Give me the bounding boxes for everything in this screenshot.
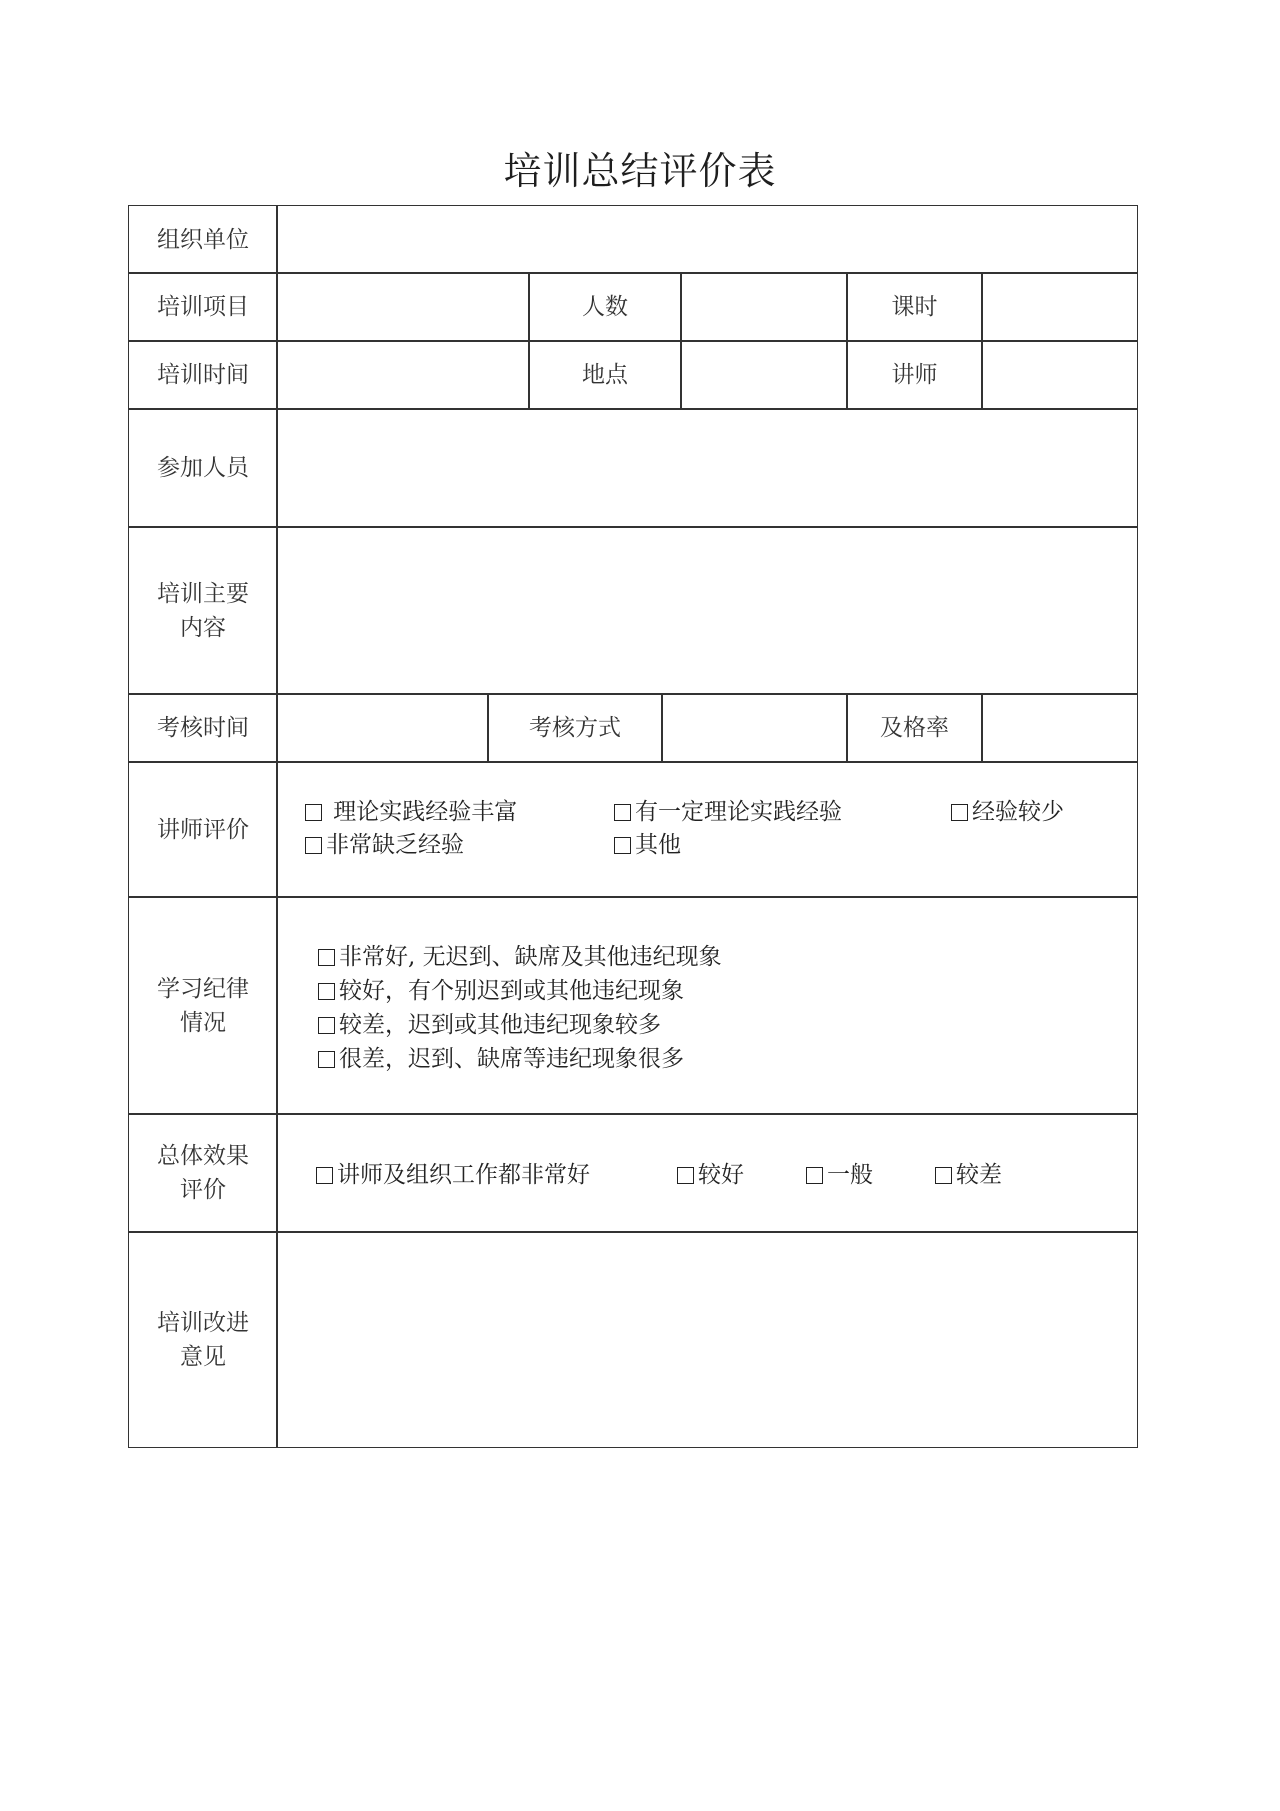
label-text-line1: 学习纪律: [157, 975, 249, 1002]
exam-method-field[interactable]: [661, 693, 848, 763]
option-label: 较差: [956, 1162, 1002, 1188]
option-label: 有一定理论实践经验: [635, 799, 842, 825]
label-text: 地点: [582, 362, 628, 388]
label-text-line1: 培训主要: [157, 580, 249, 607]
label-text: 课时: [891, 294, 938, 320]
overall-option-1[interactable]: [316, 1160, 590, 1190]
option-label: 其他: [635, 832, 681, 858]
label-exam-time: [128, 693, 278, 763]
label-text: 及格率: [880, 715, 949, 741]
checkbox-icon[interactable]: [305, 837, 322, 854]
label-instructor: [846, 340, 983, 410]
label-headcount: [528, 272, 682, 342]
checkbox-icon[interactable]: [806, 1167, 823, 1184]
discipline-option-2[interactable]: [318, 976, 684, 1006]
instructor-eval-option-5[interactable]: [614, 830, 681, 860]
instructor-eval-option-3[interactable]: [951, 797, 1064, 827]
label-text-line1: 总体效果: [157, 1143, 249, 1169]
label-text: 人数: [582, 294, 628, 320]
label-project: [128, 272, 278, 342]
overall-option-2[interactable]: [677, 1160, 744, 1190]
label-text: 培训时间: [157, 362, 249, 388]
label-text-line2: 意见: [180, 1343, 226, 1370]
checkbox-icon[interactable]: [318, 983, 335, 1000]
instructor-field[interactable]: [981, 340, 1138, 410]
discipline-option-3[interactable]: [318, 1010, 661, 1040]
improve-field[interactable]: [276, 1231, 1138, 1448]
content-field[interactable]: [276, 526, 1138, 695]
project-field[interactable]: [276, 272, 530, 342]
overall-option-3[interactable]: [806, 1160, 873, 1190]
instructor-eval-option-1[interactable]: [305, 797, 517, 827]
discipline-option-1[interactable]: [318, 942, 722, 972]
instructor-eval-option-4[interactable]: [305, 830, 464, 860]
checkbox-icon[interactable]: [316, 1167, 333, 1184]
checkbox-icon[interactable]: [935, 1167, 952, 1184]
pass-rate-field[interactable]: [981, 693, 1138, 763]
checkbox-icon[interactable]: [318, 1017, 335, 1034]
label-participants: [128, 408, 278, 528]
label-text: 培训项目: [157, 294, 249, 320]
label-training-time: [128, 340, 278, 410]
checkbox-icon[interactable]: [614, 837, 631, 854]
option-label: 很差，迟到、缺席等违纪现象很多: [339, 1046, 684, 1072]
label-content: [128, 526, 278, 695]
option-label: 经验较少: [972, 799, 1064, 825]
option-label: 讲师及组织工作都非常好: [337, 1162, 590, 1188]
checkbox-icon[interactable]: [318, 1051, 335, 1068]
overall-option-4[interactable]: [935, 1160, 1002, 1190]
headcount-field[interactable]: [680, 272, 848, 342]
checkbox-icon[interactable]: [305, 804, 322, 821]
option-label: 非常好, 无迟到、缺席及其他违纪现象: [339, 944, 722, 970]
label-text: 参加人员: [157, 455, 249, 481]
label-text: 讲师评价: [157, 816, 249, 843]
label-text: 组织单位: [157, 226, 249, 253]
option-label: 一般: [827, 1162, 873, 1188]
label-exam-method: [487, 693, 663, 763]
label-improve: [128, 1231, 278, 1448]
class-hours-field[interactable]: [981, 272, 1138, 342]
label-text: 考核方式: [529, 715, 621, 741]
org-unit-field[interactable]: [276, 205, 1138, 274]
label-org-unit: [128, 205, 278, 274]
checkbox-icon[interactable]: [677, 1167, 694, 1184]
label-text-line1: 培训改进: [157, 1309, 249, 1336]
exam-time-field[interactable]: [276, 693, 489, 763]
instructor-eval-option-2[interactable]: [614, 797, 842, 827]
label-text-line2: 评价: [180, 1177, 226, 1203]
label-location: [528, 340, 682, 410]
label-text-line2: 情况: [180, 1009, 226, 1036]
label-pass-rate: [846, 693, 983, 763]
option-label: 理论实践经验丰富: [326, 799, 518, 825]
checkbox-icon[interactable]: [614, 804, 631, 821]
label-instructor-eval: [128, 761, 278, 898]
label-text: 考核时间: [157, 715, 249, 741]
participants-field[interactable]: [276, 408, 1138, 528]
checkbox-icon[interactable]: [951, 804, 968, 821]
label-discipline: [128, 896, 278, 1115]
label-class-hours: [846, 272, 983, 342]
form-title: 培训总结评价表: [503, 149, 777, 193]
training-time-field[interactable]: [276, 340, 530, 410]
label-text-line2: 内容: [180, 614, 226, 641]
label-text: 讲师: [891, 362, 938, 388]
label-overall: [128, 1113, 278, 1233]
option-label: 较好，有个别迟到或其他违纪现象: [339, 978, 684, 1004]
location-field[interactable]: [680, 340, 848, 410]
option-label: 较差，迟到或其他违纪现象较多: [339, 1012, 661, 1038]
discipline-option-4[interactable]: [318, 1044, 684, 1074]
option-label: 较好: [698, 1162, 744, 1188]
checkbox-icon[interactable]: [318, 949, 335, 966]
option-label: 非常缺乏经验: [326, 832, 464, 858]
